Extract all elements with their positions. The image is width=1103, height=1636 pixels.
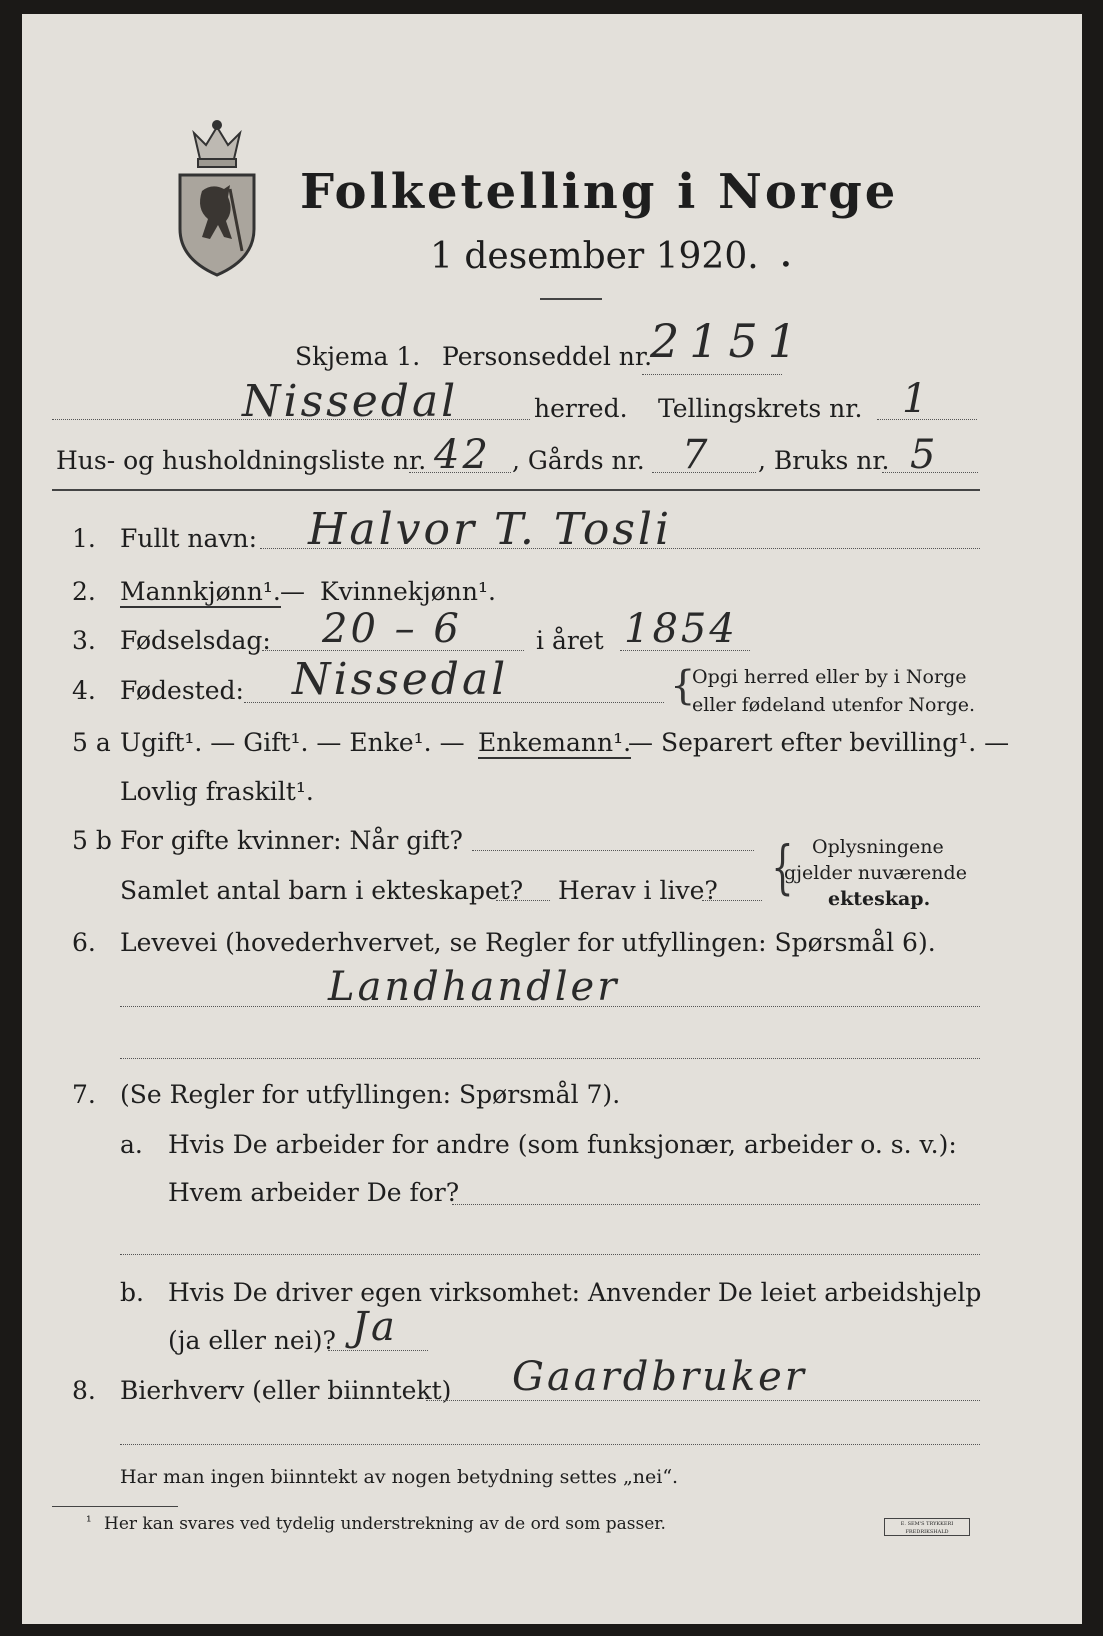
q4-note-1: Opgi herred eller by i Norge — [692, 666, 967, 688]
form-title: Folketelling i Norge — [300, 164, 899, 220]
hus-value: 42 — [434, 432, 491, 478]
q7a-line-1 — [452, 1204, 980, 1205]
q7b-text: Hvis De driver egen virksomhet: Anvender De leiet arbeidshjelp — [168, 1278, 982, 1307]
q5b-note-1: Oplysningene — [812, 836, 944, 858]
q5a-line2: Lovlig fraskilt¹. — [120, 777, 314, 806]
q6-line-1 — [120, 1006, 980, 1007]
personseddel-value: 2151 — [650, 314, 808, 368]
q2-mann: Mannkjønn¹. — [120, 577, 281, 606]
q1-value: Halvor T. Tosli — [308, 504, 673, 555]
q5b-note-2: gjelder nuværende — [784, 862, 967, 884]
q5b-live: Herav i live? — [558, 876, 718, 905]
q7b-letter: b. — [120, 1278, 144, 1307]
q3-number: 3. — [72, 626, 96, 655]
q7a-text-2: Hvem arbeider De for? — [168, 1178, 460, 1207]
q4-value: Nissedal — [292, 654, 509, 705]
q6-number: 6. — [72, 928, 96, 957]
footnote-text: Her kan svares ved tydelig understrekning av de ord som passer. — [104, 1514, 666, 1534]
q4-brace: { — [670, 663, 696, 709]
q6-value: Landhandler — [328, 964, 620, 1010]
personseddel-line — [642, 374, 782, 375]
q7b-text-2: (ja eller nei)? — [168, 1326, 336, 1355]
q8-number: 8. — [72, 1376, 96, 1405]
q5b-number: 5 b — [72, 826, 112, 855]
gards-value: 7 — [682, 432, 711, 478]
q2-number: 2. — [72, 577, 96, 606]
bruks-label: , Bruks nr. — [758, 446, 890, 475]
q2-separator: — — [280, 577, 305, 606]
q5b-gift-line — [472, 850, 754, 851]
census-date: 1 desember 1920. — [430, 236, 759, 277]
census-form-page — [22, 14, 1082, 1624]
q5b-live-line — [702, 900, 762, 901]
q8-line — [426, 1400, 980, 1401]
gards-label: , Gårds nr. — [512, 446, 645, 475]
bottom-note: Har man ingen biinntekt av nogen betydning settes „nei“. — [120, 1466, 679, 1488]
q7b-line — [328, 1350, 428, 1351]
herred-label: herred. — [534, 394, 628, 423]
tellingskrets-label: Tellingskrets nr. — [658, 394, 863, 423]
q5a-number: 5 a — [72, 728, 111, 757]
coat-of-arms-icon — [172, 119, 262, 279]
title-divider — [540, 298, 602, 300]
q5a-options: Ugift¹. — Gift¹. — Enke¹. — — [120, 728, 465, 757]
q5b-barn: Samlet antal barn i ekteskapet? — [120, 876, 524, 905]
q8-label: Bierhverv (eller biinntekt) — [120, 1376, 452, 1405]
herred-value: Nissedal — [242, 376, 459, 427]
footnote-rule — [52, 1506, 178, 1507]
q3-year-label: i året — [536, 626, 604, 655]
q4-number: 4. — [72, 676, 96, 705]
q7a-letter: a. — [120, 1130, 143, 1159]
printer-stamp: E. SEM'S TRYKKERI FREDRIKSHALD — [884, 1518, 970, 1536]
q5b-brace: { — [771, 833, 794, 901]
bruks-value: 5 — [910, 432, 939, 478]
q8-value: Gaardbruker — [512, 1354, 807, 1400]
q2-kvinne: Kvinnekjønn¹. — [320, 577, 496, 606]
footnote-mark: ¹ — [86, 1514, 92, 1530]
q7-number: 7. — [72, 1080, 96, 1109]
tellingskrets-value: 1 — [902, 376, 931, 422]
personseddel-label: Personseddel nr. — [442, 342, 653, 371]
q4-label: Fødested: — [120, 676, 244, 705]
q6-label: Levevei (hovederhvervet, se Regler for utfyllingen: Spørsmål 6). — [120, 928, 936, 957]
q7a-line-2 — [120, 1254, 980, 1255]
q1-number: 1. — [72, 524, 96, 553]
q7b-value: Ja — [352, 1304, 398, 1350]
q5b-barn-line — [496, 900, 550, 901]
q6-line-2 — [120, 1058, 980, 1059]
q1-label: Fullt navn: — [120, 524, 258, 553]
skjema-label: Skjema 1. — [295, 342, 421, 371]
q3-label: Fødselsdag: — [120, 626, 271, 655]
q3-value: 20 – 6 — [322, 606, 462, 652]
q5a-enkemann: Enkemann¹. — [478, 728, 632, 757]
q5b-note-3: ekteskap. — [828, 888, 931, 910]
q8-line-2 — [120, 1444, 980, 1445]
hus-label: Hus- og husholdningsliste nr. — [56, 446, 427, 475]
ink-dot: • — [780, 252, 792, 276]
q4-note-2: eller fødeland utenfor Norge. — [692, 694, 976, 716]
header-rule — [52, 489, 980, 491]
q7-label: (Se Regler for utfyllingen: Spørsmål 7). — [120, 1080, 621, 1109]
q7a-text: Hvis De arbeider for andre (som funksjonær, arbeider o. s. v.): — [168, 1130, 957, 1159]
q5b-line1: For gifte kvinner: Når gift? — [120, 826, 463, 855]
q5a-options-rest: — Separert efter bevilling¹. — — [628, 728, 1010, 757]
q3-year-value: 1854 — [624, 606, 738, 652]
